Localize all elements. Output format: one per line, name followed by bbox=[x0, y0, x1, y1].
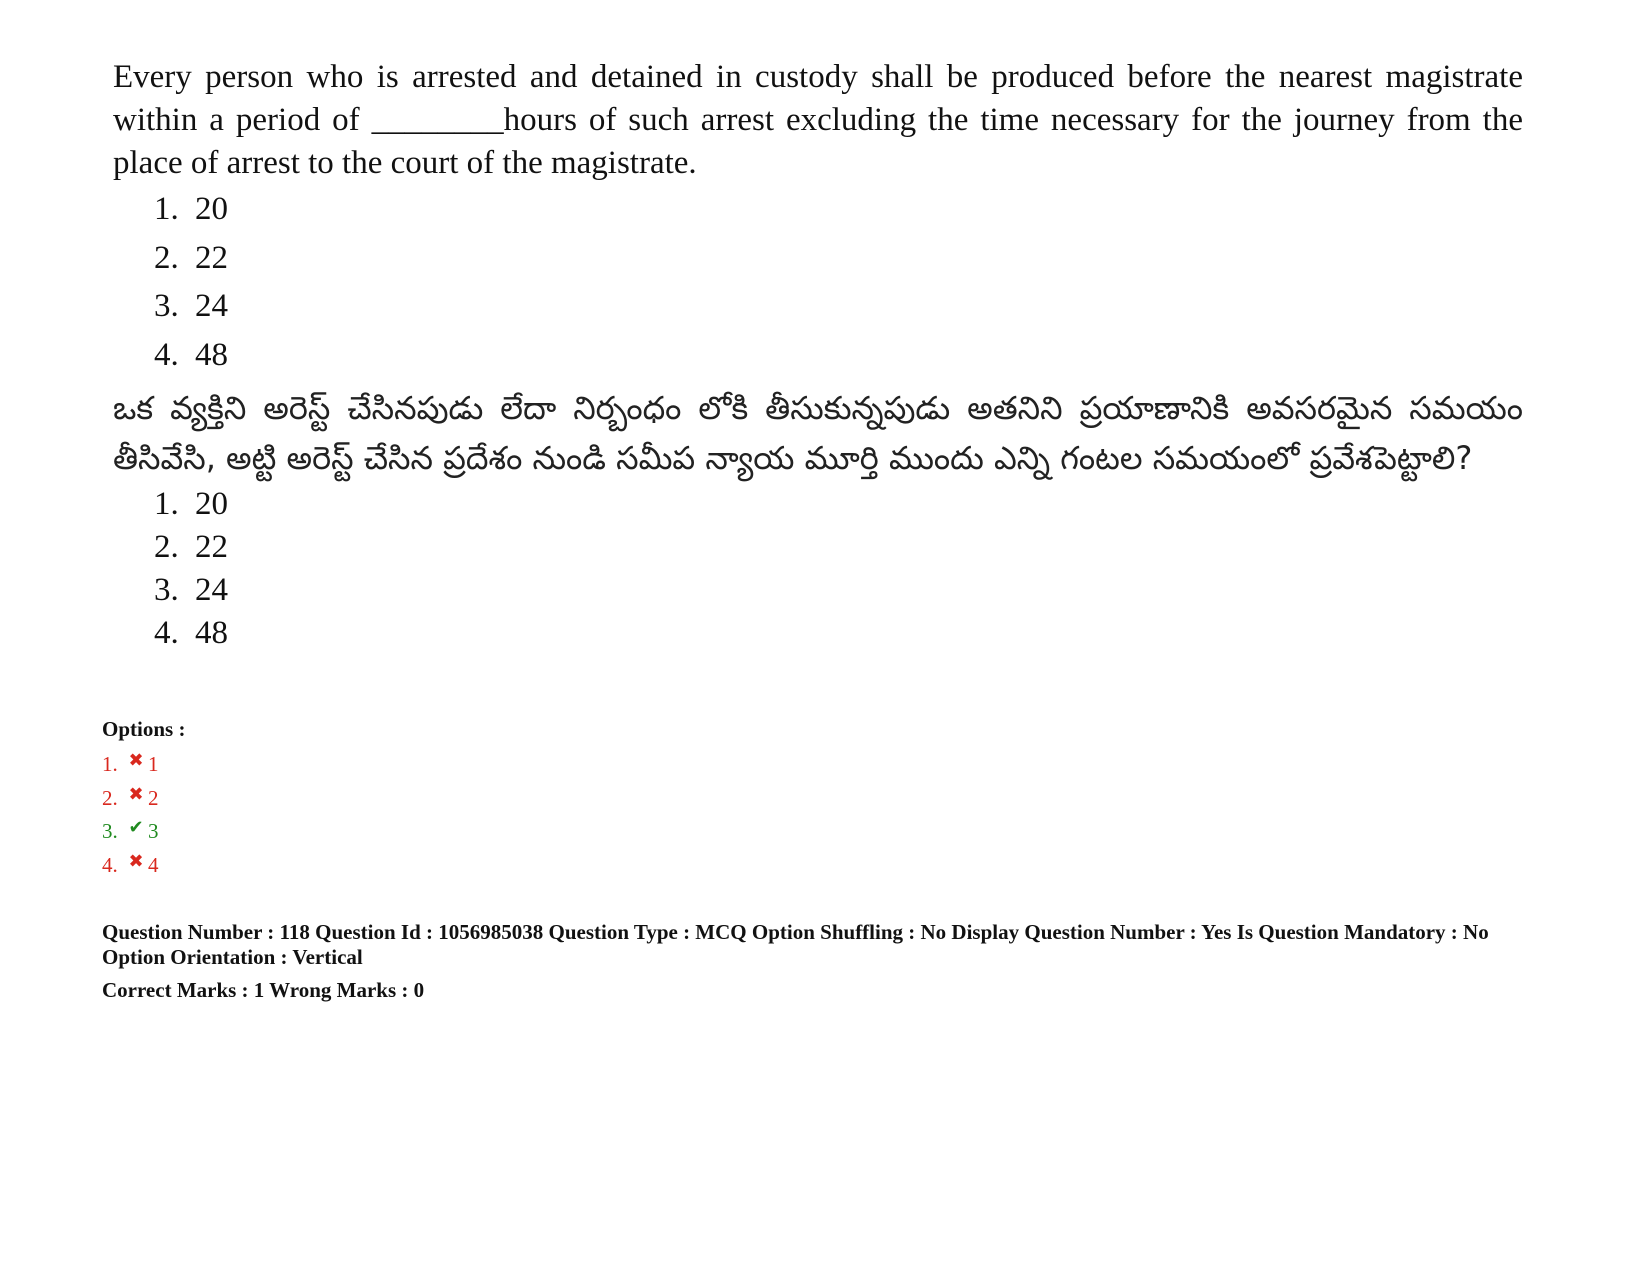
choice-value: 20 bbox=[195, 486, 228, 522]
option-value: 3 bbox=[148, 819, 159, 843]
choice-item bbox=[154, 483, 1523, 526]
choice-number: 1. bbox=[154, 486, 179, 522]
choice-item bbox=[154, 234, 1523, 283]
option-item bbox=[102, 782, 159, 816]
option-number: 3. bbox=[102, 819, 118, 843]
option-item bbox=[102, 849, 159, 883]
check-icon: ✔ bbox=[128, 817, 144, 838]
options-list bbox=[102, 748, 159, 882]
option-value: 2 bbox=[148, 785, 159, 810]
question-choices-english bbox=[113, 185, 1523, 379]
choice-value: 48 bbox=[195, 615, 228, 651]
question-choices-telugu bbox=[113, 483, 1523, 655]
option-value: 4 bbox=[148, 852, 159, 877]
choice-number: 2. bbox=[154, 529, 179, 565]
choice-value: 24 bbox=[195, 288, 228, 324]
choice-item bbox=[154, 282, 1523, 331]
choice-value: 20 bbox=[195, 191, 228, 227]
question-text-telugu: ఒక వ్యక్తిని అరెస్ట్ చేసినపుడు లేదా నిర్బంధం లోకి తీసుకున్నపుడు అతనిని ప్రయాణానికి అవసరమైన సమయం తీసివేసి, అట్టి అరెస్ట్ చేసిన ప్రదేశం నుండి సమీప న్యాయ మూర్తి ముందు ఎన్ని గంటల సమయంలో ప్రవేశపెట్టాలి? bbox=[113, 389, 1523, 477]
cross-icon: ✖ bbox=[128, 783, 144, 805]
cross-icon: ✖ bbox=[128, 750, 144, 771]
option-number: 2. bbox=[102, 785, 118, 810]
choice-number: 3. bbox=[154, 572, 179, 608]
choice-number: 3. bbox=[154, 288, 179, 324]
choice-number: 1. bbox=[154, 191, 179, 227]
marks-info: Correct Marks : 1 Wrong Marks : 0 bbox=[102, 978, 425, 1002]
option-value: 1 bbox=[148, 752, 159, 776]
option-item bbox=[102, 815, 159, 849]
options-heading: Options : bbox=[102, 717, 186, 741]
option-item bbox=[102, 748, 159, 782]
cross-icon: ✖ bbox=[128, 850, 144, 872]
choice-value: 22 bbox=[195, 529, 228, 565]
option-number: 4. bbox=[102, 852, 118, 877]
choice-number: 4. bbox=[154, 615, 179, 651]
question-block bbox=[113, 56, 1523, 655]
choice-value: 22 bbox=[195, 239, 228, 276]
choice-number: 2. bbox=[154, 239, 179, 276]
choice-item bbox=[154, 185, 1523, 234]
choice-item bbox=[154, 331, 1523, 380]
choice-item bbox=[154, 612, 1523, 655]
question-text-english: Every person who is arrested and detained in custody shall be produced before the nearest magistrate within a period of ________hours of such arrest excluding the time necessary for the journey from the place of arrest to the court of the magistrate. bbox=[113, 59, 1523, 181]
choice-value: 24 bbox=[195, 572, 228, 608]
choice-item bbox=[154, 569, 1523, 612]
choice-number: 4. bbox=[154, 336, 179, 373]
question-metadata: Question Number : 118 Question Id : 1056985038 Question Type : MCQ Option Shuffling : No Display Question Number : Yes Is Question Mandatory : No Option Orientation : Vertical bbox=[102, 920, 1489, 969]
choice-item bbox=[154, 526, 1523, 569]
option-number: 1. bbox=[102, 752, 118, 776]
choice-value: 48 bbox=[195, 336, 228, 373]
